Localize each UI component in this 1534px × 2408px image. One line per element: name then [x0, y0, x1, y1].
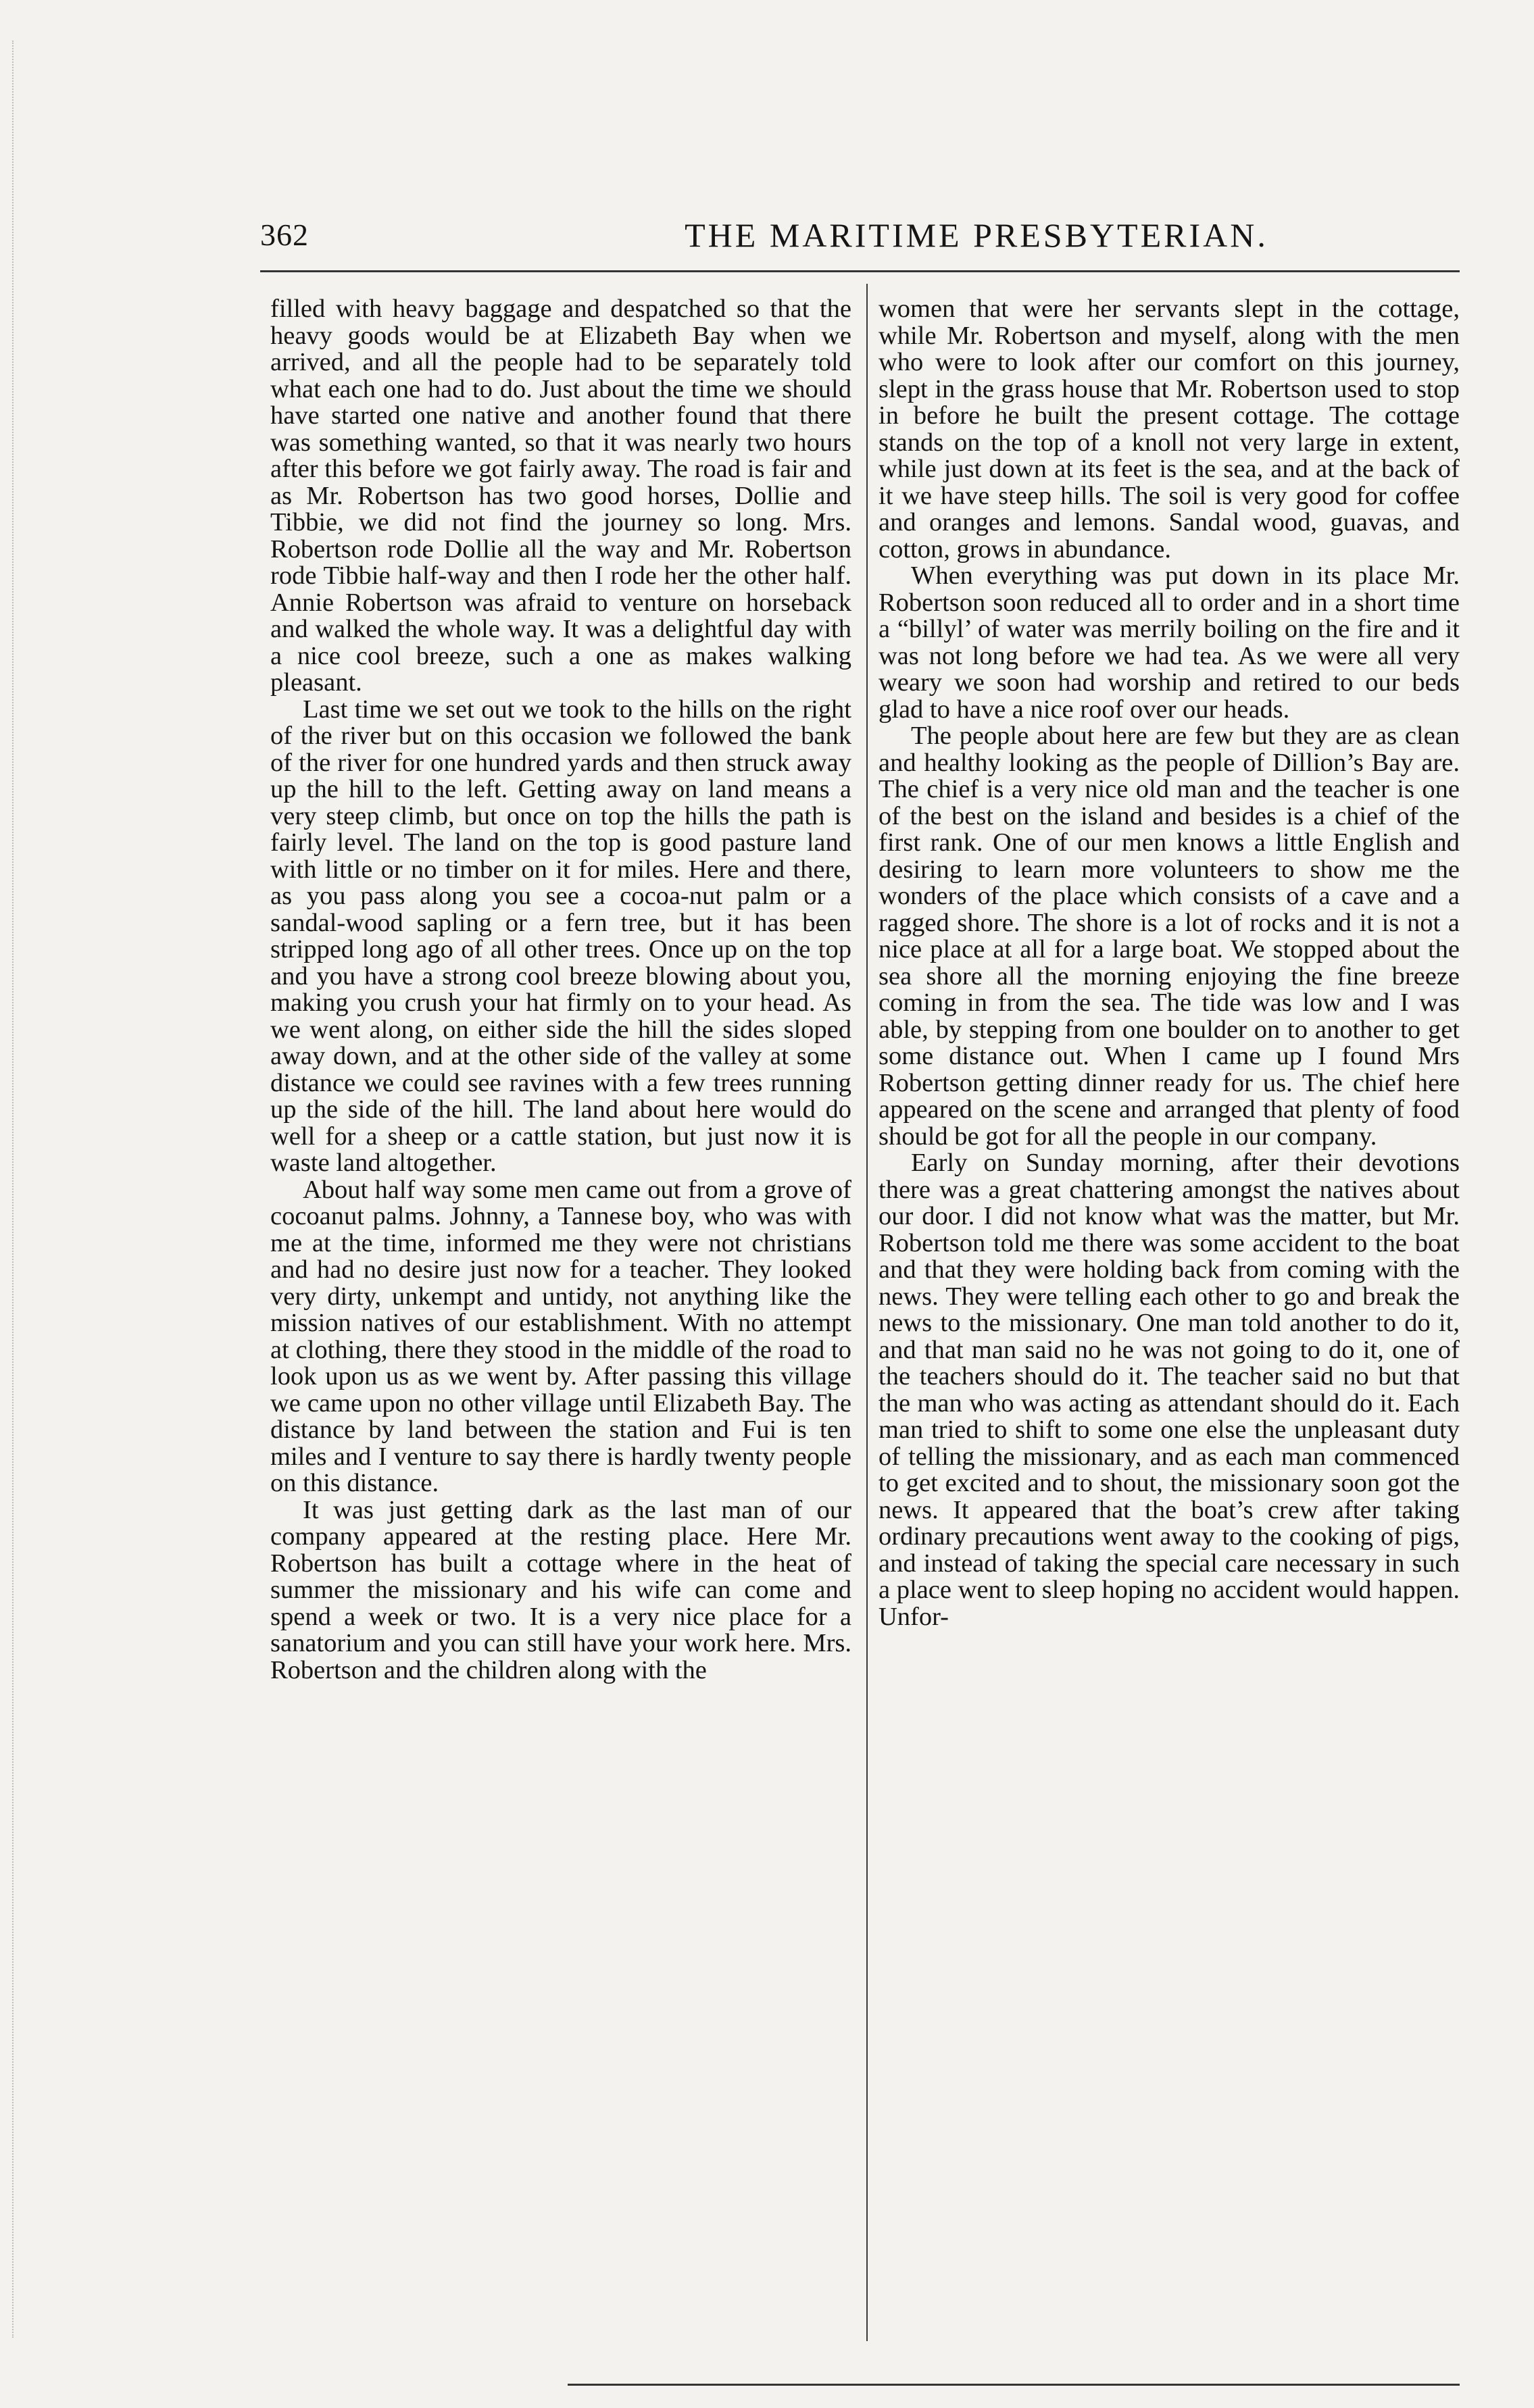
- paragraph: filled with heavy baggage and despatched so that the heavy goods would be at Elizabeth Bay when we arrived, and all the people had to be separately told what each one had to do. Just about the time we should have started one native and another found that there was something wanted, so that it was nearly two hours after this before we got fairly away. The road is fair and as Mr. Robertson has two good horses, Dollie and Tibbie, we did not find the journey so long. Mrs. Robertson rode Dollie all the way and Mr. Robertson rode Tibbie half-way and then I rode her the other half. Annie Robertson was afraid to venture on horseback and walked the whole way. It was a delightful day with a nice cool breeze, such a one as makes walking pleasant.: [270, 295, 851, 697]
- running-title: THE MARITIME PRESBYTERIAN.: [685, 216, 1268, 254]
- paragraph: About half way some men came out from a grove of cocoanut palms. Johnny, a Tannese boy, who was with me at the time, informed me they were not christians and had no desire just now for a teacher. They looked very dirty, unkempt and untidy, not anything like the mission natives of our establishment. With no attempt at clothing, there they stood in the middle of the road to look upon us as we went by. After passing this village we came upon no other village until Elizabeth Bay. The distance by land between the station and Fui is ten miles and I venture to say there is hardly twenty people on this distance.: [270, 1175, 851, 1497]
- margin-specks: [12, 41, 18, 2338]
- paragraph: The people about here are few but they are as clean and healthy looking as the people of Dillion’s Bay are. The chief is a very nice old man and the teacher is one of the best on the island and besides is a chief of the first rank. One of our men knows a little English and desiring to learn more volunteers to show me the wonders of the place which consists of a cave and a ragged shore. The shore is a lot of rocks and it is not a nice place at all for a large boat. We stopped about the sea shore all the morning enjoying the fine breeze coming in from the sea. The tide was low and I was able, by stepping from one boulder on to another to get some distance out. When I came up I found Mrs Robertson getting dinner ready for us. The chief here appeared on the scene and arranged that plenty of food should be got for all the people in our company.: [879, 722, 1460, 1151]
- right-column: [879, 296, 1460, 1630]
- paragraph: Last time we set out we took to the hills on the right of the river but on this occasion we followed the bank of the river for one hundred yards and then struck away up the hill to the left. Getting away on land means a very steep climb, but once on top the hills the path is fairly level. The land on the top is good pasture land with little or no timber on it for miles. Here and there, as you pass along you see a cocoa-nut palm or a sandal-wood sapling or a fern tree, but it has been stripped long ago of all other trees. Once up on the top and you have a strong cool breeze blowing about you, making you crush your hat firmly on to your head. As we went along, on either side the hill the sides sloped away down, and at the other side of the valley at some distance we could see ravines with a few trees running up the side of the hill. The land about here would do well for a sheep or a cattle station, but just now it is waste land altogether.: [270, 695, 851, 1177]
- paragraph: women that were her servants slept in the cottage, while Mr. Robertson and myself, along with the men who were to look after our comfort on this journey, slept in the grass house that Mr. Robertson used to stop in before he built the present cottage. The cottage stands on the top of a knoll not very large in extent, while just down at its feet is the sea, and at the back of it we have steep hills. The soil is very good for coffee and oranges and lemons. Sandal wood, guavas, and cotton, grows in abundance.: [879, 295, 1460, 563]
- page-header: [260, 215, 1460, 255]
- column-divider: [866, 284, 868, 2341]
- header-rule: [260, 270, 1460, 272]
- paragraph: When everything was put down in its place Mr. Robertson soon reduced all to order and in a short time a “billyl’ of water was merrily boiling on the fire and it was not long before we had tea. As we were all very weary we soon had worship and retired to our beds glad to have a nice roof over our heads.: [879, 561, 1460, 724]
- bottom-rule: [568, 2384, 1460, 2386]
- paragraph: It was just getting dark as the last man of our company appeared at the resting place. Here Mr. Robertson has built a cottage where in the heat of summer the missionary and his wife can come and spend a week or two. It is a very nice place for a sanatorium and you can still have your work here. Mrs. Robertson and the children along with the: [270, 1495, 851, 1684]
- left-column: [270, 296, 851, 1684]
- paragraph: Early on Sunday morning, after their devotions there was a great chattering amongst the natives about our door. I did not know what was the matter, but Mr. Robertson told me there was some accident to the boat and that they were holding back from coming with the news. They were telling each other to go and break the news to the missionary. One man told another to do it, and that man said no he was not going to do it, one of the teachers should do it. The teacher said no but that the man who was acting as attendant should do it. Each man tried to shift to some one else the unpleasant duty of telling the missionary, and as each man commenced to get excited and to shout, the missionary soon got the news. It appeared that the boat’s crew after taking ordinary precautions went away to the cooking of pigs, and instead of taking the special care necessary in such a place went to sleep hoping no accident would happen. Unfor-: [879, 1149, 1460, 1631]
- page-number: 362: [260, 218, 309, 252]
